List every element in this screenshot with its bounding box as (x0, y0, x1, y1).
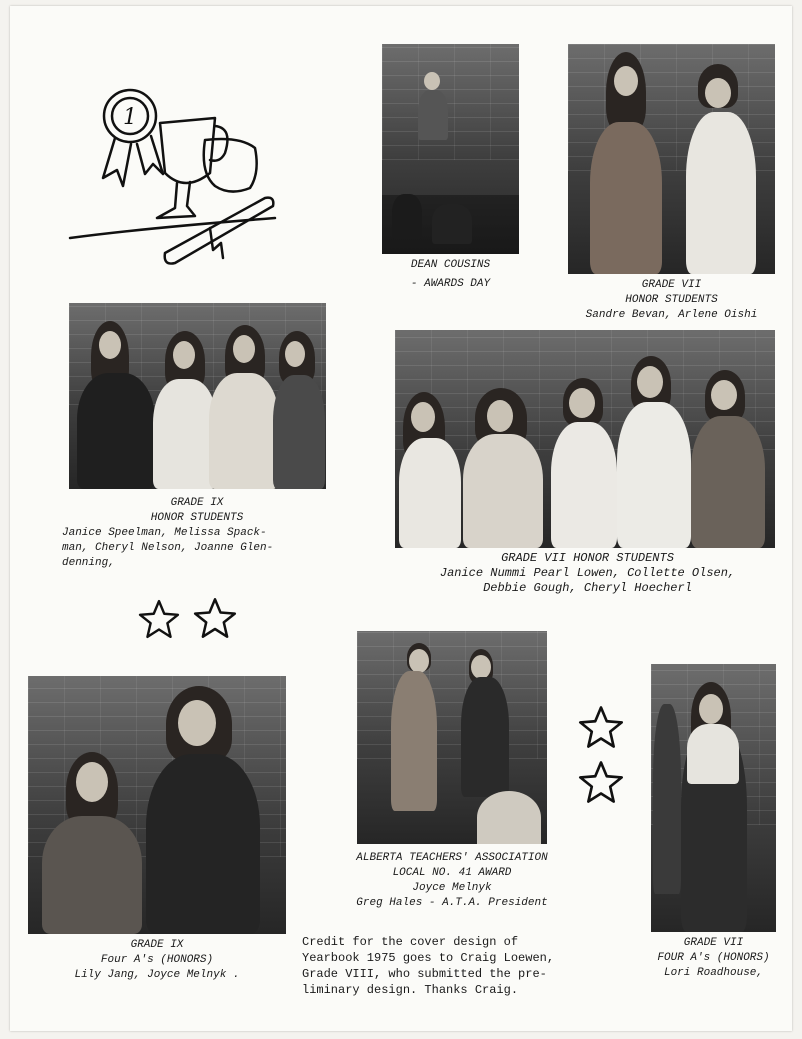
caption-line: GRADE VII (641, 279, 702, 291)
credit-line: Yearbook 1975 goes to Craig Loewen, (302, 951, 555, 965)
photo-grade7-honor-students (568, 44, 775, 274)
caption-line: Greg Hales - A.T.A. President (356, 897, 548, 909)
photo-ata-award (357, 631, 547, 844)
trophy-ribbon-drawing (65, 78, 285, 278)
caption-line: GRADE IX (170, 497, 224, 509)
photo-dean-cousins (382, 44, 519, 254)
caption-line: Lily Jang, Joyce Melnyk . (74, 969, 240, 981)
photo-grade7-four-as (651, 664, 776, 932)
star-doodle-icon (193, 596, 237, 640)
caption-grade7-honor-students-group (410, 551, 765, 596)
caption-line: Janice Speelman, Melissa Spack- (62, 527, 267, 539)
caption-line: denning, (62, 557, 115, 569)
caption-line: DEAN COUSINS (410, 259, 491, 271)
photo-grade7-honor-students-group (395, 330, 775, 548)
caption-grade7-four-as (636, 936, 791, 981)
caption-line: Debbie Gough, Cheryl Hoecherl (483, 581, 692, 595)
cover-design-credit (302, 934, 592, 998)
star-doodle-icon (578, 704, 624, 750)
caption-line: HONOR STUDENTS (150, 512, 244, 524)
caption-line: - AWARDS DAY (410, 278, 491, 290)
caption-line: man, Cheryl Nelson, Joanne Glen- (62, 542, 274, 554)
caption-line: GRADE IX (130, 939, 184, 951)
caption-line: GRADE VII HONOR STUDENTS (501, 551, 674, 565)
credit-line: liminary design. Thanks Craig. (302, 983, 519, 997)
caption-ata-award (327, 851, 577, 911)
caption-line: Sandre Bevan, Arlene Oishi (585, 309, 758, 321)
caption-line: ALBERTA TEACHERS' ASSOCIATION (356, 852, 548, 864)
caption-line: LOCAL NO. 41 AWARD (392, 867, 512, 879)
photo-grade9-four-as (28, 676, 286, 934)
caption-line: HONOR STUDENTS (625, 294, 718, 306)
caption-dean-cousins (372, 258, 529, 292)
yearbook-page (10, 6, 792, 1031)
caption-grade9-honor-students (62, 496, 332, 571)
star-doodle-icon (578, 759, 624, 805)
caption-line: Joyce Melnyk (412, 882, 492, 894)
caption-line: Lori Roadhouse, (663, 967, 764, 979)
credit-line: Grade VIII, who submitted the pre- (302, 967, 547, 981)
star-doodle-icon (138, 598, 180, 640)
credit-line: Credit for the cover design of (302, 935, 519, 949)
photo-grade9-honor-students (69, 303, 326, 489)
caption-grade7-honor-students (558, 278, 785, 323)
caption-line: GRADE VII (683, 937, 744, 949)
caption-line: Janice Nummi Pearl Lowen, Collette Olsen, (439, 566, 736, 580)
ribbon-number: 1 (123, 105, 137, 130)
caption-line: Four A's (HONORS) (100, 954, 214, 966)
caption-line: FOUR A's (HONORS) (657, 952, 770, 964)
caption-grade9-four-as (28, 938, 286, 983)
